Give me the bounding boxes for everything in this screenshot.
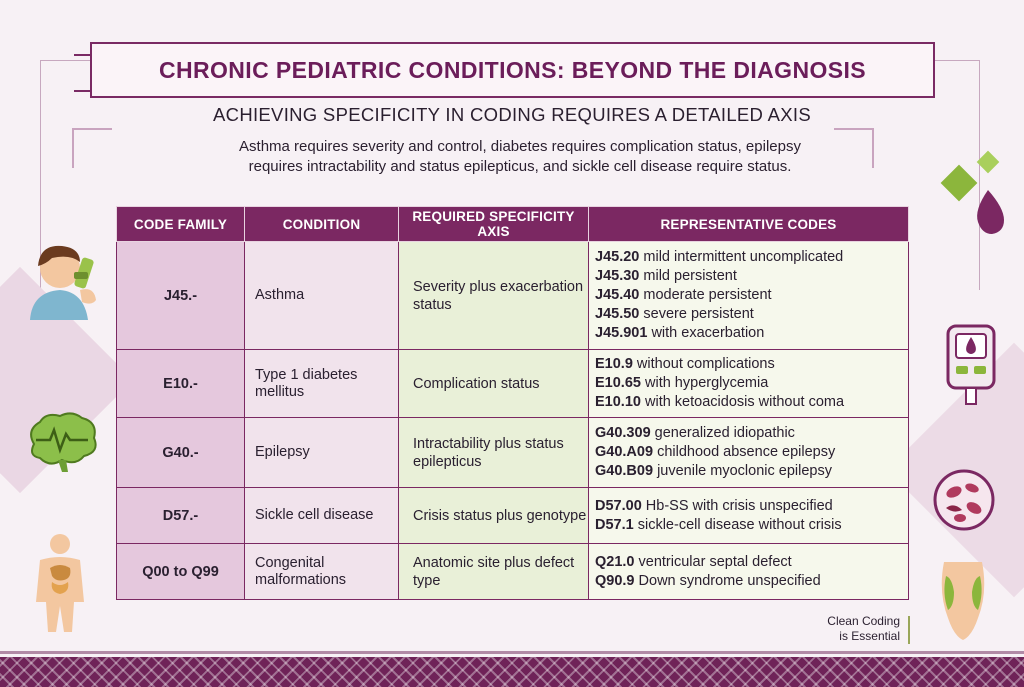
table-row (117, 544, 909, 600)
axis-cell: Severity plus exacerbation status (399, 242, 589, 350)
footer-note (790, 614, 900, 644)
blood-cells-icon (932, 468, 996, 532)
codes-cell (589, 242, 909, 350)
axis-cell: Crisis status plus genotype (399, 488, 589, 544)
code-line: J45.901 with exacerbation (595, 325, 765, 341)
code-line: D57.00 Hb-SS with crisis unspecified (595, 497, 833, 514)
table-row (117, 242, 909, 350)
code-line: E10.65 with hyperglycemia (595, 375, 769, 391)
condition-cell: Sickle cell disease (245, 488, 399, 544)
condition-cell: Type 1 diabetes mellitus (245, 350, 399, 418)
codes-cell (589, 350, 909, 418)
code-line: G40.A09 childhood absence epilepsy (595, 444, 836, 460)
diamond-drop-icon (940, 150, 1010, 240)
code-line: G40.309 generalized idiopathic (595, 425, 795, 441)
table-row (117, 350, 909, 418)
codes-cell (589, 488, 909, 544)
code-line: Q90.9 Down syndrome unspecified (595, 572, 821, 589)
axis-cell: Complication status (399, 350, 589, 418)
code-family-cell: J45.- (117, 242, 245, 350)
code-family-cell: Q00 to Q99 (117, 544, 245, 600)
header-code-family: CODE FAMILY (117, 207, 245, 242)
header-condition: CONDITION (245, 207, 399, 242)
code-line: D57.1 sickle-cell disease without crisis (595, 516, 842, 533)
code-line: J45.20 mild intermittent uncomplicated (595, 249, 844, 265)
header-specificity-axis: REQUIRED SPECIFICITY AXIS (399, 207, 589, 242)
condition-cell: Asthma (245, 242, 399, 350)
condition-cell: Congenital malformations (245, 544, 399, 600)
table-row (117, 488, 909, 544)
code-family-cell: D57.- (117, 488, 245, 544)
table-row (117, 418, 909, 488)
codes-cell (589, 418, 909, 488)
code-line: E10.9 without complications (595, 356, 775, 372)
decor-bracket-left (72, 128, 112, 168)
footer-line-2: is Essential (839, 629, 900, 643)
code-line: J45.40 moderate persistent (595, 287, 772, 303)
code-line: G40.B09 juvenile myoclonic epilepsy (595, 463, 832, 479)
footer-line-1: Clean Coding (827, 614, 900, 628)
code-family-cell: G40.- (117, 418, 245, 488)
child-inhaler-icon (22, 240, 108, 320)
intro-text (140, 137, 900, 177)
code-line: J45.50 severe persistent (595, 306, 754, 322)
condition-cell: Epilepsy (245, 418, 399, 488)
code-line: E10.10 with ketoacidosis without coma (595, 394, 845, 410)
header-representative-codes: REPRESENTATIVE CODES (589, 207, 909, 242)
page-subtitle: ACHIEVING SPECIFICITY IN CODING REQUIRES A DETAILED AXIS (213, 104, 811, 125)
brain-icon (22, 410, 102, 472)
code-family-cell: E10.- (117, 350, 245, 418)
torso-icon (938, 562, 988, 640)
intro-line-2: requires intractability and status epilepticus, and sickle cell disease require status. (248, 158, 792, 175)
table-header-row (117, 207, 909, 242)
glucose-meter-icon (944, 322, 998, 406)
code-line: Q21.0 ventricular septal defect (595, 553, 792, 570)
axis-cell: Intractability plus status epilepticus (399, 418, 589, 488)
decor-bottom-band (0, 657, 1024, 687)
codes-table (116, 206, 909, 600)
title-box (90, 42, 935, 98)
codes-cell (589, 544, 909, 600)
body-organs-icon (30, 532, 90, 632)
axis-cell: Anatomic site plus defect type (399, 544, 589, 600)
page-title: CHRONIC PEDIATRIC CONDITIONS: BEYOND THE DIAGNOSIS (158, 56, 867, 83)
intro-line-1: Asthma requires severity and control, diabetes requires complication status, epilepsy (239, 138, 801, 155)
code-line: J45.30 mild persistent (595, 268, 737, 284)
